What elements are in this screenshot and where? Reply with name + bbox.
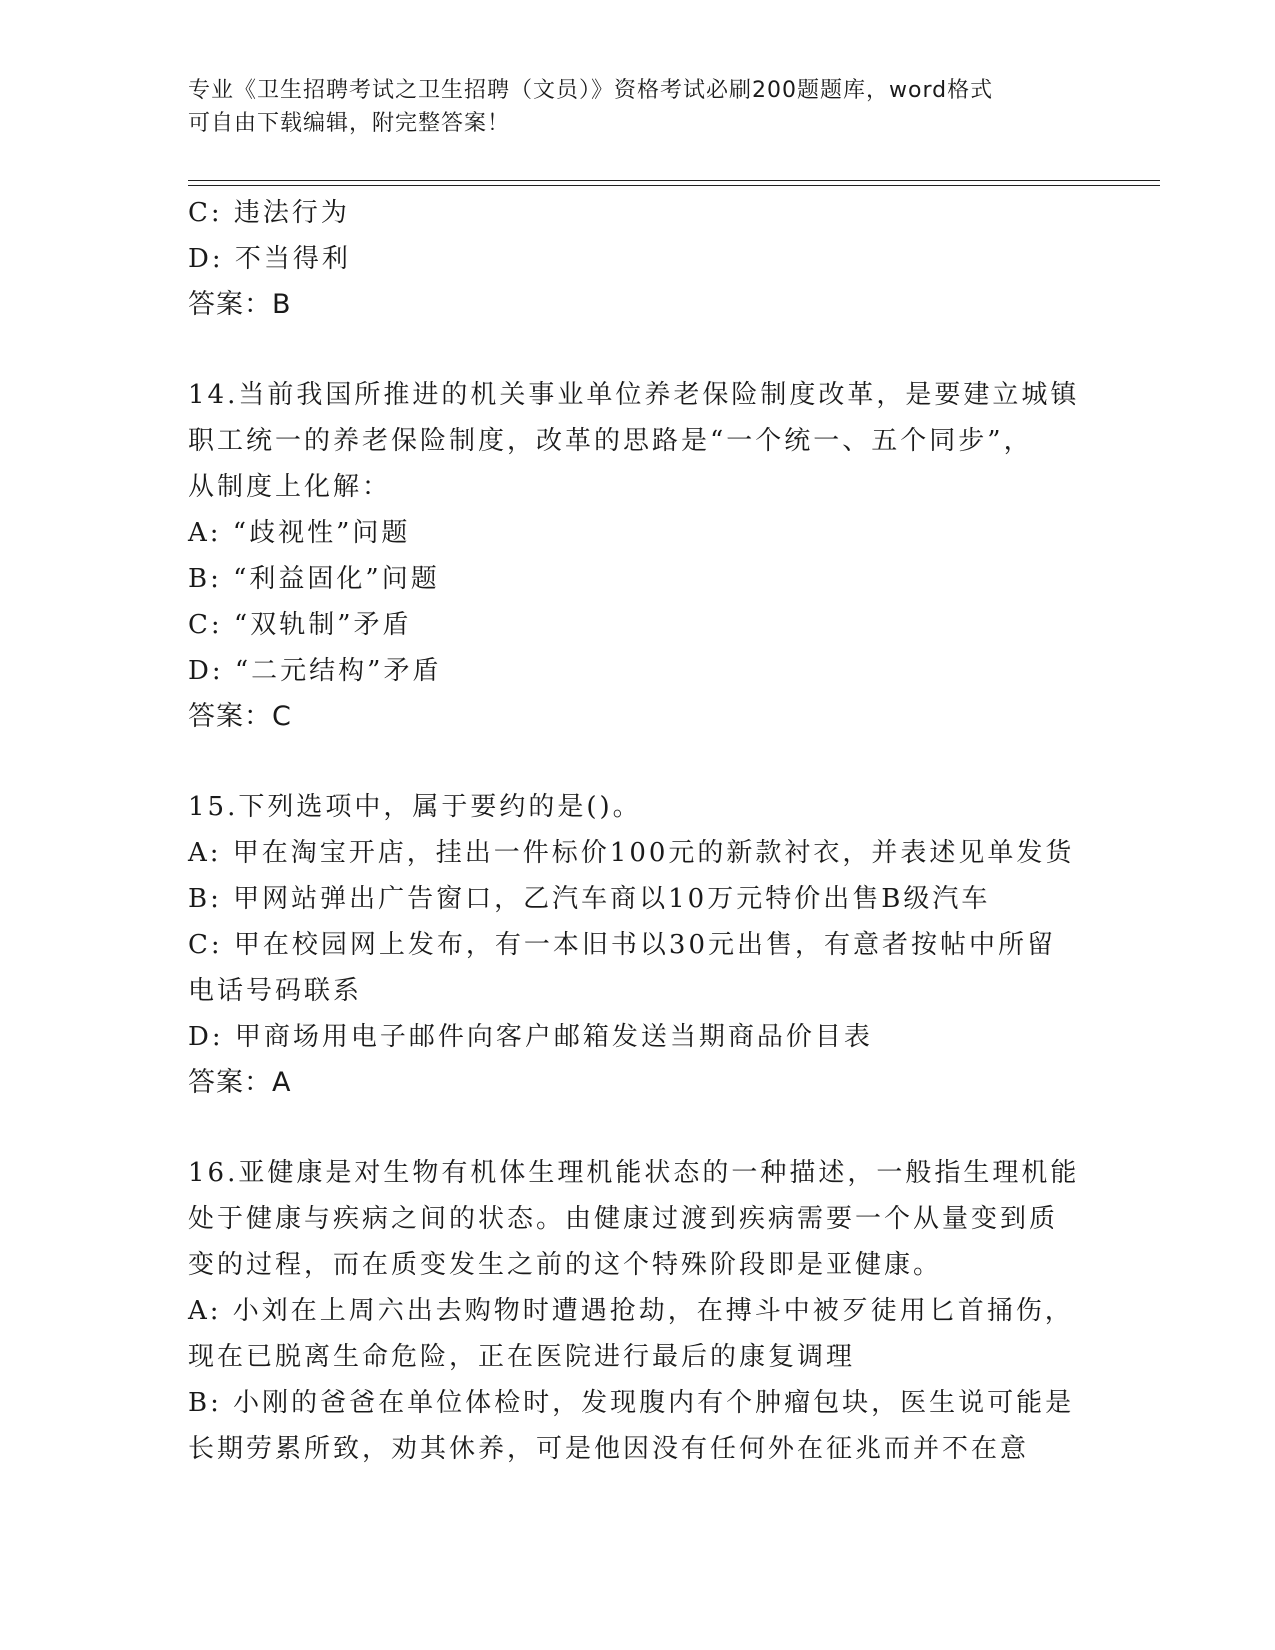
question-stem-line: 从制度上化解： — [188, 472, 392, 502]
option-d: D: 不当得利 — [188, 244, 351, 274]
option-b-continued: 长期劳累所致，劝其休养，可是他因没有任何外在征兆而并不在意 — [188, 1434, 1030, 1464]
answer-line: 答案：C — [188, 701, 292, 732]
question-stem-line: 14.当前我国所推进的机关事业单位养老保险制度改革，是要建立城镇 — [188, 380, 1080, 410]
header-divider-bottom — [188, 185, 1160, 186]
question-14 — [188, 372, 1108, 740]
spacer — [188, 328, 1108, 372]
option-b: B: 小刚的爸爸在单位体检时，发现腹内有个肿瘤包块，医生说可能是 — [188, 1388, 1075, 1418]
question-stem-line: 职工统一的养老保险制度，改革的思路是“一个统一、五个同步”， — [188, 426, 1033, 456]
header-divider-top — [188, 180, 1160, 181]
option-a: A: “歧视性”问题 — [188, 518, 411, 548]
spacer — [188, 1106, 1108, 1150]
answer-line: 答案：A — [188, 1067, 292, 1098]
option-c: C: “双轨制”矛盾 — [188, 610, 412, 640]
question-stem-line: 变的过程，而在质变发生之前的这个特殊阶段即是亚健康。 — [188, 1250, 943, 1280]
option-c: C: 违法行为 — [188, 198, 350, 228]
question-stem-line: 15.下列选项中，属于要约的是()。 — [188, 792, 642, 822]
option-a: A: 小刘在上周六出去购物时遭遇抢劫，在搏斗中被歹徒用匕首捅伤， — [188, 1296, 1074, 1326]
option-b: B: 甲网站弹出广告窗口，乙汽车商以10万元特价出售B级汽车 — [188, 884, 991, 914]
question-stem-line: 处于健康与疾病之间的状态。由健康过渡到疾病需要一个从量变到质 — [188, 1204, 1059, 1234]
header-title-line-1: 专业《卫生招聘考试之卫生招聘（文员）》资格考试必刷200题题库，word格式 — [188, 78, 994, 103]
document-body — [188, 190, 1108, 1472]
option-b: B: “利益固化”问题 — [188, 564, 440, 594]
option-c-continued: 电话号码联系 — [188, 976, 363, 1006]
option-a-continued: 现在已脱离生命危险，正在医院进行最后的康复调理 — [188, 1342, 856, 1372]
option-d: D: “二元结构”矛盾 — [188, 656, 442, 686]
option-a: A: 甲在淘宝开店，挂出一件标价100元的新款衬衣，并表述见单发货 — [188, 838, 1075, 868]
spacer — [188, 740, 1108, 784]
question-16 — [188, 1150, 1108, 1472]
header-title-line-2: 可自由下载编辑，附完整答案！ — [188, 111, 511, 136]
question-13-tail — [188, 190, 1108, 328]
option-d: D: 甲商场用电子邮件向客户邮箱发送当期商品价目表 — [188, 1022, 873, 1052]
document-header — [188, 74, 1088, 140]
option-c: C: 甲在校园网上发布，有一本旧书以30元出售，有意者按帖中所留 — [188, 930, 1057, 960]
question-stem-line: 16.亚健康是对生物有机体生理机能状态的一种描述，一般指生理机能 — [188, 1158, 1080, 1188]
answer-line: 答案：B — [188, 289, 292, 320]
question-15 — [188, 784, 1108, 1106]
